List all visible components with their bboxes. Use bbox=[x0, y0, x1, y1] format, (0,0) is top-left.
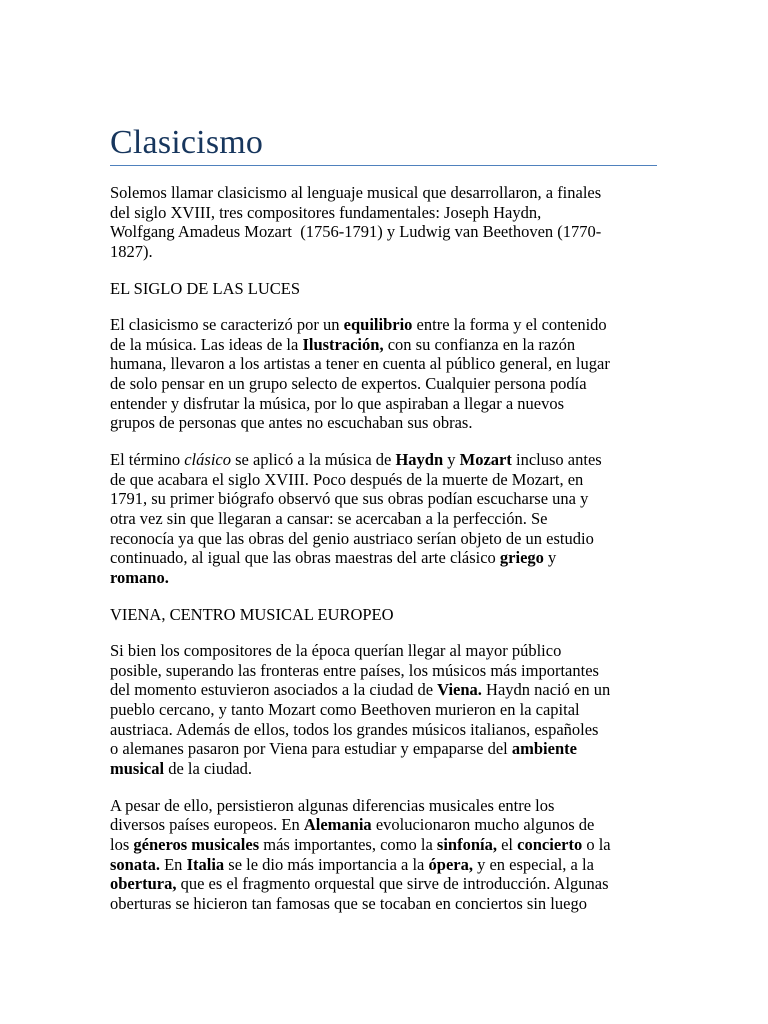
bold-text: Italia bbox=[186, 854, 225, 874]
paragraph-line bbox=[110, 374, 710, 394]
italic-text: clásico bbox=[184, 449, 231, 469]
paragraph-line bbox=[110, 413, 710, 433]
bold-text: concierto bbox=[517, 835, 583, 855]
text-run: Haydn nació en un bbox=[481, 680, 611, 700]
text-run: grupos de personas que antes no escuchaban sus obras. bbox=[110, 413, 473, 433]
text-run: reconocía ya que las obras del genio austriaco serían objeto de un estudio bbox=[110, 528, 594, 548]
text-run: Si bien los compositores de la época querían llegar al mayor público bbox=[110, 641, 562, 661]
text-run: o la bbox=[582, 835, 611, 855]
paragraph-line bbox=[110, 222, 710, 242]
bold-text: Mozart bbox=[459, 449, 512, 469]
text-run: de que acabara el siglo XVIII. Poco después de la muerte de Mozart, en bbox=[110, 469, 584, 489]
paragraph-line bbox=[110, 450, 710, 470]
section-heading: EL SIGLO DE LAS LUCES bbox=[110, 278, 301, 298]
paragraph-line bbox=[110, 568, 710, 588]
text-run: entre la forma y el contenido bbox=[412, 315, 607, 335]
paragraph-line bbox=[110, 855, 710, 875]
bold-text: sonata. bbox=[110, 854, 160, 874]
text-run: que es el fragmento orquestal que sirve de introducción. Algunas bbox=[176, 874, 609, 894]
paragraph-line bbox=[110, 489, 710, 509]
paragraph-line bbox=[110, 796, 710, 816]
text-run: austriaca. Además de ellos, todos los grandes músicos italianos, españoles bbox=[110, 719, 599, 739]
bold-text: equilibrio bbox=[343, 315, 413, 335]
paragraph-line bbox=[110, 815, 710, 835]
paragraph-line bbox=[110, 835, 710, 855]
text-run: En bbox=[159, 854, 187, 874]
paragraph bbox=[110, 641, 710, 779]
paragraph-line bbox=[110, 203, 710, 223]
text-run: se aplicó a la música de bbox=[230, 449, 396, 469]
text-run: continuado, al igual que las obras maestras del arte clásico bbox=[110, 548, 500, 568]
paragraph-line bbox=[110, 874, 710, 894]
bold-text: Viena. bbox=[437, 680, 482, 700]
text-run: los bbox=[110, 835, 134, 855]
text-run: y bbox=[443, 449, 460, 469]
text-run: de la música. Las ideas de la bbox=[110, 334, 303, 354]
bold-text: musical bbox=[110, 759, 165, 779]
paragraph-line bbox=[110, 894, 710, 914]
text-run: se le dio más importancia a la bbox=[224, 854, 429, 874]
paragraph-line bbox=[110, 315, 710, 335]
paragraph-line bbox=[110, 759, 710, 779]
text-run: el bbox=[496, 835, 518, 855]
paragraph bbox=[110, 315, 710, 433]
text-run: y en especial, a la bbox=[472, 854, 594, 874]
paragraph-line bbox=[110, 641, 710, 661]
section-heading: VIENA, CENTRO MUSICAL EUROPEO bbox=[110, 604, 394, 624]
bold-text: Alemania bbox=[303, 815, 372, 835]
paragraph-line bbox=[110, 739, 710, 759]
paragraph-line bbox=[110, 509, 710, 529]
text-run: diversos países europeos. En bbox=[110, 815, 304, 835]
text-run: evolucionaron mucho algunos de bbox=[371, 815, 595, 835]
text-run: del siglo XVIII, tres compositores fundamentales: Joseph Haydn, bbox=[110, 202, 542, 222]
text-run: de la ciudad. bbox=[164, 759, 253, 779]
text-run: con su confianza en la razón bbox=[383, 334, 576, 354]
text-run: El término bbox=[110, 449, 185, 469]
text-run: Solemos llamar clasicismo al lenguaje musical que desarrollaron, a finales bbox=[110, 183, 602, 202]
bold-text: ópera, bbox=[428, 854, 473, 874]
text-run: del momento estuvieron asociados a la ciudad de bbox=[110, 680, 438, 700]
text-run: A pesar de ello, persistieron algunas diferencias musicales entre los bbox=[110, 795, 555, 815]
paragraph-line bbox=[110, 394, 710, 414]
text-run: pueblo cercano, y tanto Mozart como Beethoven murieron en la capital bbox=[110, 700, 580, 720]
text-run: otra vez sin que llegaran a cansar: se acercaban a la perfección. Se bbox=[110, 509, 548, 529]
paragraph-line bbox=[110, 470, 710, 490]
bold-text: griego bbox=[499, 548, 544, 568]
text-run: El clasicismo se caracterizó por un bbox=[110, 315, 344, 335]
paragraph-line bbox=[110, 335, 710, 355]
document-body bbox=[110, 183, 710, 931]
text-run: 1791, su primer biógrafo observó que sus obras podían escucharse una y bbox=[110, 489, 589, 509]
text-run: 1827). bbox=[110, 242, 153, 262]
text-run: de solo pensar en un grupo selecto de expertos. Cualquier persona podía bbox=[110, 374, 587, 394]
paragraph-line bbox=[110, 548, 710, 568]
paragraph bbox=[110, 796, 710, 914]
bold-text: géneros musicales bbox=[133, 835, 260, 855]
paragraph-line bbox=[110, 661, 710, 681]
paragraph-line bbox=[110, 354, 710, 374]
text-run: más importantes, como la bbox=[259, 835, 437, 855]
paragraph bbox=[110, 183, 710, 262]
bold-text: obertura, bbox=[110, 874, 177, 894]
paragraph-line bbox=[110, 183, 710, 203]
page-title: Clasicismo bbox=[110, 124, 264, 161]
paragraph-line bbox=[110, 720, 710, 740]
bold-text: Haydn bbox=[395, 449, 444, 469]
paragraph-line bbox=[110, 529, 710, 549]
text-run: incluso antes bbox=[511, 449, 602, 469]
bold-text: romano. bbox=[110, 568, 169, 588]
title-block bbox=[110, 125, 657, 166]
paragraph bbox=[110, 450, 710, 588]
paragraph-line bbox=[110, 700, 710, 720]
bold-text: ambiente bbox=[511, 739, 577, 759]
text-run: entender y disfrutar la música, por lo que aspiraban a llegar a nuevos bbox=[110, 393, 565, 413]
text-run: posible, superando las fronteras entre países, los músicos más importantes bbox=[110, 660, 599, 680]
paragraph-line bbox=[110, 242, 710, 262]
text-run: oberturas se hicieron tan famosas que se tocaban en conciertos sin luego bbox=[110, 894, 587, 914]
text-run: Wolfgang Amadeus Mozart (1756-1791) y Ludwig van Beethoven (1770- bbox=[110, 222, 602, 242]
text-run: o alemanes pasaron por Viena para estudiar y empaparse del bbox=[110, 739, 512, 759]
bold-text: Ilustración, bbox=[302, 334, 384, 354]
text-run: y bbox=[543, 548, 557, 568]
bold-text: sinfonía, bbox=[436, 835, 497, 855]
paragraph-line bbox=[110, 680, 710, 700]
text-run: humana, llevaron a los artistas a tener en cuenta al público general, en lugar bbox=[110, 354, 610, 374]
